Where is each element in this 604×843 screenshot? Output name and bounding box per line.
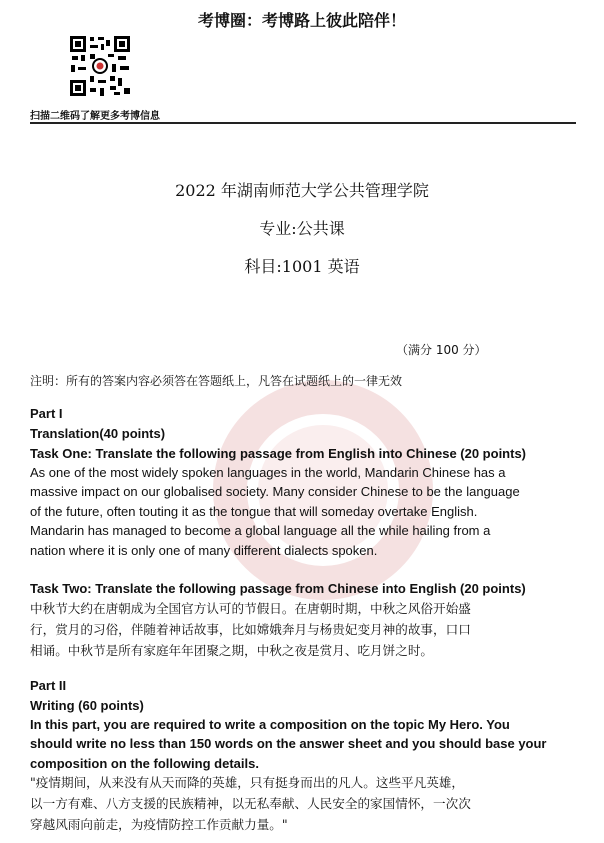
instruction-line: composition on the following details. xyxy=(30,755,259,771)
task2-line: 相诵。中秋节是所有家庭年年团聚之期，中秋之夜是赏月、吃月饼之时。 xyxy=(30,643,433,658)
exam-score: （满分 100 分） xyxy=(396,343,487,357)
writing-instructions xyxy=(30,715,590,773)
qr-code-icon xyxy=(68,34,132,98)
task1-line: nation where it is only one of many different dialects spoken. xyxy=(30,542,378,558)
exam-note: 注明：所有的答案内容必须答在答题纸上，凡答在试题纸上的一律无效 xyxy=(30,374,403,388)
task1-line: massive impact on our globalised society. Many consider Chinese to be the language xyxy=(30,484,520,500)
task1-line: of the future, often touting it as the tongue that will someday overtake English. xyxy=(30,503,478,519)
task2-line: 行，赏月的习俗，伴随着神话故事，比如嫦娥奔月与杨贵妃变月神的故事，口口 xyxy=(30,622,471,637)
instruction-line: should write no less than 150 words on the answer sheet and you should base your xyxy=(30,736,547,752)
instruction-line: In this part, you are required to write a composition on the topic My Hero. You xyxy=(30,717,510,732)
quote-line: 以一方有难、八方支援的民族精神，以无私奉献、人民安全的家国情怀，一次次 xyxy=(30,796,471,811)
exam-title: 2022 年湖南师范大学公共管理学院 xyxy=(175,181,429,200)
header-divider xyxy=(30,122,576,124)
part2-heading: Part II xyxy=(30,678,67,693)
task1-line: Mandarin has managed to become a global language all the while hailing from a xyxy=(30,523,491,539)
task1-passage xyxy=(30,463,590,560)
quote-line: "疫情期间，从来没有从天而降的英雄，只有挺身而出的凡人。这些平凡英雄， xyxy=(30,775,464,790)
task2-passage xyxy=(30,598,590,661)
part1-heading: Part I xyxy=(30,406,63,421)
header-title: 考博圈：考博路上彼此陪伴！ xyxy=(197,11,406,30)
qr-caption: 扫描二维码了解更多考博信息 xyxy=(30,111,160,122)
task1-line: As one of the most widely spoken languages in the world, Mandarin Chinese has a xyxy=(30,465,506,480)
quote-line: 穿越风雨向前走，为疫情防控工作贡献力量。" xyxy=(30,817,288,832)
task2-title: Task Two: Translate the following passage from Chinese into English (20 points) xyxy=(30,581,526,596)
writing-quote xyxy=(30,772,590,835)
exam-subject: 科目:1001 英语 xyxy=(244,257,360,276)
task1-title: Task One: Translate the following passage from English into Chinese (20 points) xyxy=(30,446,527,461)
task2-line: 中秋节大约在唐朝成为全国官方认可的节假日。在唐朝时期，中秋之风俗开始盛 xyxy=(30,601,471,616)
part1-section: Translation(40 points) xyxy=(30,426,166,441)
exam-major: 专业:公共课 xyxy=(259,219,345,238)
part2-section: Writing (60 points) xyxy=(30,698,144,713)
